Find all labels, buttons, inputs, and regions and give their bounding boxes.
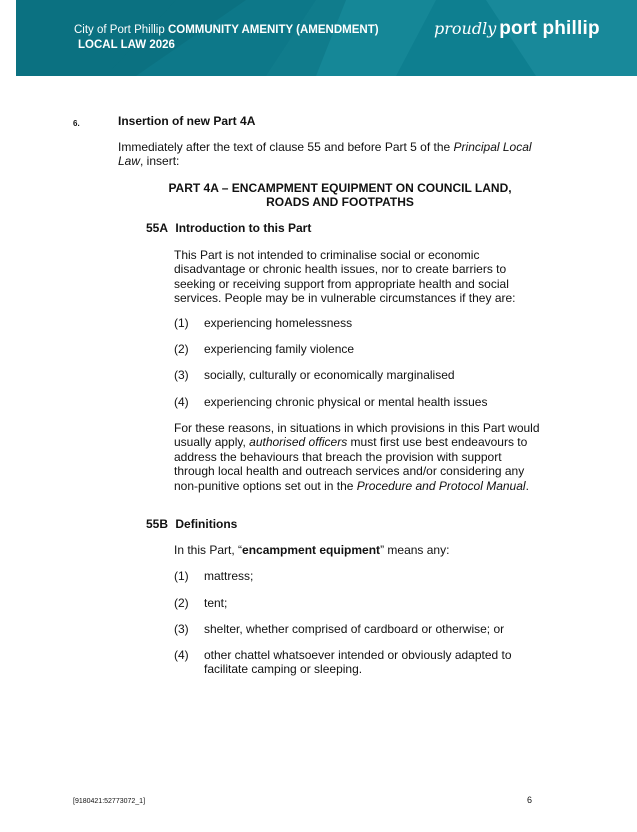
section-number: 6.: [73, 119, 80, 128]
section-intro: [118, 140, 558, 169]
list-item-number: (4): [174, 395, 189, 409]
list-item-text: experiencing chronic physical or mental health issues: [204, 395, 488, 409]
document-reference: [9180421:52773072_1]: [73, 798, 146, 805]
header-banner: [16, 0, 637, 76]
clause-55b-heading: [146, 517, 237, 531]
document-title: [74, 23, 379, 53]
clause-55a-para2: [174, 421, 544, 493]
list-item-number: (3): [174, 622, 189, 636]
list-item-text: tent;: [204, 596, 228, 610]
council-name: City of Port Phillip: [74, 24, 165, 36]
para2-manual-name: Procedure and Protocol Manual: [356, 478, 526, 493]
intro-text: Immediately after the text of clause 55 and before Part 5 of the: [118, 140, 454, 154]
list-item-number: (3): [174, 368, 189, 382]
clause-55a-para1: This Part is not intended to criminalise social or economic disadvantage or chronic health issues, nor to create barriers to seeking or receiving support from appropriate health and social services. People may be in vulnerable circumstances if they are:: [174, 248, 516, 306]
lead-text-end: ” means any:: [380, 543, 450, 557]
para2-text-end: .: [525, 478, 529, 493]
list-item-text: other chattel whatsoever intended or obviously adapted to facilitate camping or sleeping.: [204, 648, 512, 677]
intro-text-end: , insert:: [140, 154, 180, 169]
list-item-text: experiencing homelessness: [204, 316, 353, 330]
law-title-line2: LOCAL LAW 2026: [78, 39, 175, 51]
page-number: 6: [527, 795, 533, 805]
para2-text-mid: must first use best endeavours to address the behaviours that breach the provision with support through local health and outreach services and/or considering any non-punitive options set out in the: [174, 435, 528, 493]
clause-55b-lead: [174, 543, 544, 557]
para2-defined-term: authorised officers: [249, 435, 348, 450]
intro-law-name: Principal Local Law: [118, 140, 532, 169]
logo-script-text: proudly: [434, 19, 497, 38]
lead-text: In this Part, “: [174, 543, 243, 557]
law-title: COMMUNITY AMENITY (AMENDMENT): [167, 24, 379, 36]
clause-55b-number: 55B: [146, 517, 169, 531]
council-logo: [434, 18, 600, 40]
list-item-text: shelter, whether comprised of cardboard or otherwise; or: [204, 622, 505, 636]
list-item-number: (1): [174, 569, 189, 583]
clause-55a-number: 55A: [146, 221, 169, 235]
part-title-line1: PART 4A – ENCAMPMENT EQUIPMENT ON COUNCIL LAND,: [168, 181, 512, 195]
logo-bold-text: port phillip: [499, 18, 600, 39]
list-item-text: socially, culturally or economically marginalised: [204, 368, 455, 382]
part-title-line2: ROADS AND FOOTPATHS: [266, 195, 414, 210]
list-item-number: (2): [174, 342, 189, 356]
section-title: Insertion of new Part 4A: [118, 114, 256, 128]
para2-text: For these reasons, in situations in which provisions in this Part would usually apply,: [174, 421, 540, 450]
list-item-text: mattress;: [204, 569, 254, 583]
list-item-number: (1): [174, 316, 189, 330]
list-item-text: experiencing family violence: [204, 342, 355, 356]
clause-55a-title: Introduction to this Part: [175, 221, 312, 235]
list-item-number: (4): [174, 648, 189, 662]
part-title: [118, 181, 562, 210]
defined-term: encampment equipment: [242, 543, 381, 557]
clause-55b-title: Definitions: [175, 517, 238, 531]
clause-55a-heading: [146, 221, 311, 235]
list-item-number: (2): [174, 596, 189, 610]
